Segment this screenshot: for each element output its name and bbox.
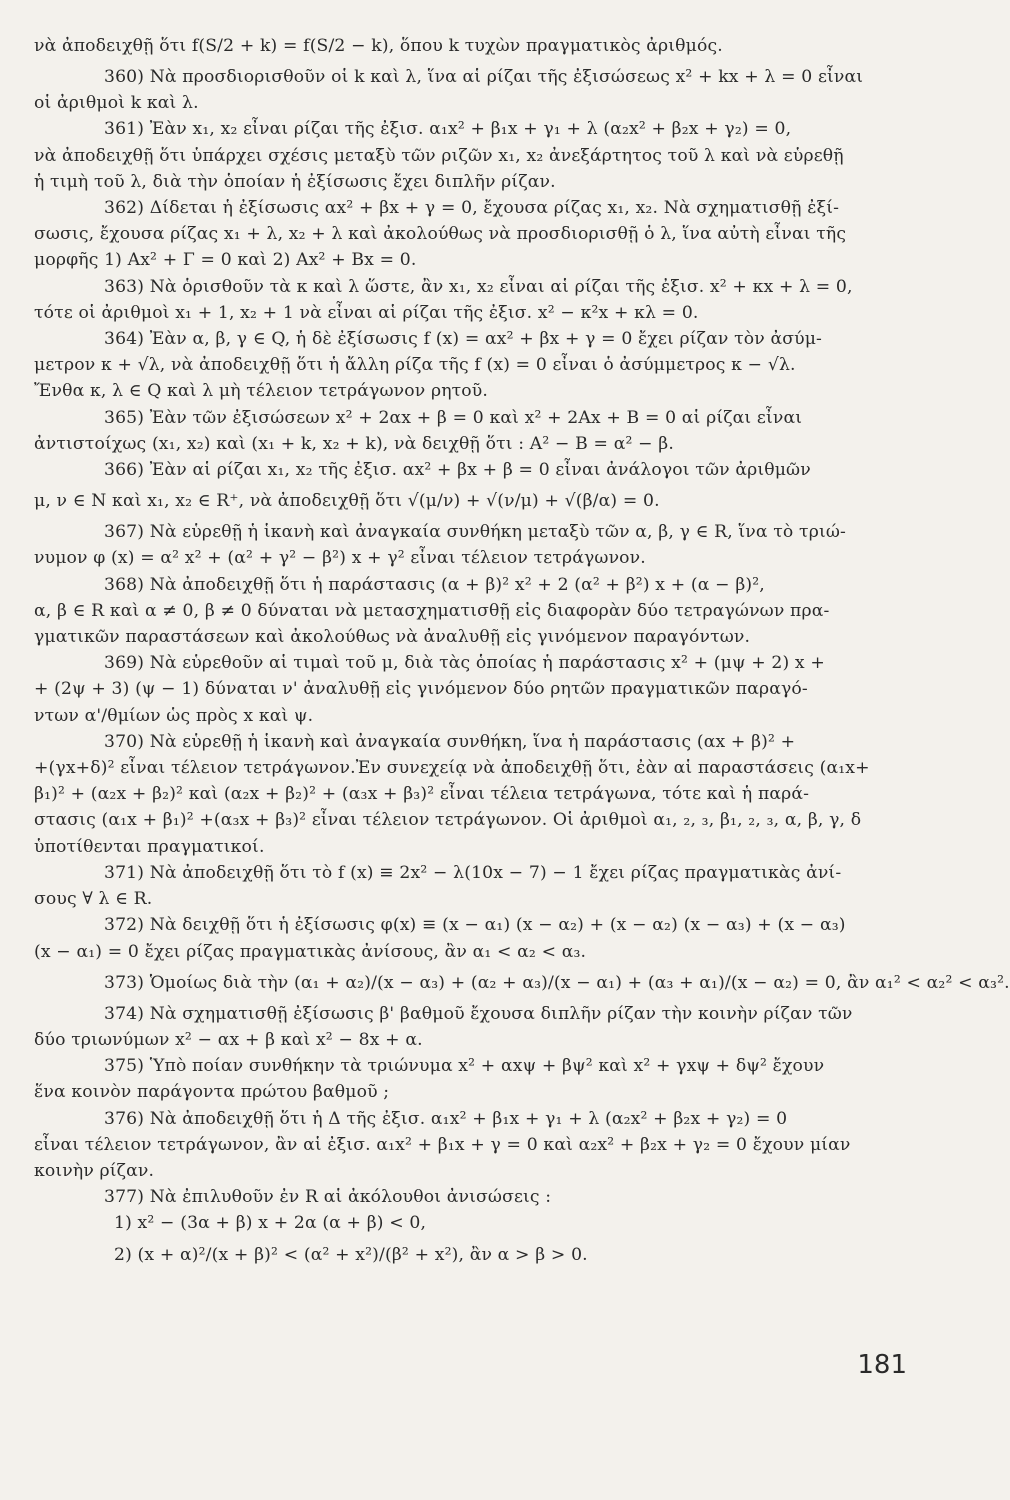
text-line: α, β ∈ R καὶ α ≠ 0, β ≠ 0 δύναται νὰ μετασχηματισθῇ εἰς διαφορὰν δύο τετραγώνων πρα- bbox=[34, 600, 830, 621]
text-line: 376) Νὰ ἀποδειχθῇ ὅτι ἡ Δ τῆς ἐξισ. α₁x² + β₁x + γ₁ + λ (α₂x² + β₂x + γ₂) = 0 bbox=[104, 1108, 788, 1129]
text-line: 370) Νὰ εὑρεθῇ ἡ ἱκανὴ καὶ ἀναγκαία συνθήκη, ἵνα ἡ παράστασις (αx + β)² + bbox=[104, 731, 796, 752]
text-line: + (2ψ + 3) (ψ − 1) δύναται ν' ἀναλυθῇ εἰς γινόμενον δύο ρητῶν πραγματικῶν παραγό- bbox=[34, 679, 808, 700]
text-line: ἕνα κοινὸν παράγοντα πρώτου βαθμοῦ ; bbox=[34, 1082, 390, 1103]
text-line: νυμον φ (x) = α² x² + (α² + γ² − β²) x + γ² εἶναι τέλειον τετράγωνον. bbox=[34, 548, 646, 569]
text-line: 367) Νὰ εὑρεθῇ ἡ ἱκανὴ καὶ ἀναγκαία συνθήκη μεταξὺ τῶν α, β, γ ∈ R, ἵνα τὸ τριώ- bbox=[104, 522, 846, 543]
text-line: 364) Ἐὰν α, β, γ ∈ Q, ἡ δὲ ἐξίσωσις f (x) = αx² + βx + γ = 0 ἔχει ρίζαν τὸν ἀσύμ- bbox=[104, 329, 823, 350]
text-line: 363) Νὰ ὁρισθοῦν τὰ κ καὶ λ ὥστε, ἂν x₁, x₂ εἶναι αἱ ρίζαι τῆς ἐξισ. x² + κx + λ = 0, bbox=[104, 276, 853, 297]
text-line: μετρον κ + √λ, νὰ ἀποδειχθῇ ὅτι ἡ ἄλλη ρίζα τῆς f (x) = 0 εἶναι ὁ ἀσύμμετρος κ − √λ. bbox=[34, 355, 796, 376]
text-line: 360) Νὰ προσδιορισθοῦν οἱ k καὶ λ, ἵνα αἱ ρίζαι τῆς ἐξισώσεως x² + kx + λ = 0 εἶναι bbox=[104, 67, 864, 87]
text-line: ἀντιστοίχως (x₁, x₂) καὶ (x₁ + k, x₂ + k), νὰ δειχθῇ ὅτι : A² − B = α² − β. bbox=[34, 433, 674, 454]
text-line: οἱ ἀριθμοὶ k καὶ λ. bbox=[34, 93, 199, 114]
text-line: 361) Ἐὰν x₁, x₂ εἶναι ρίζαι τῆς ἐξισ. α₁x² + β₁x + γ₁ + λ (α₂x² + β₂x + γ₂) = 0, bbox=[104, 119, 792, 140]
text-line: σους ∀ λ ∈ R. bbox=[34, 889, 153, 910]
text-line: Ἔνθα κ, λ ∈ Q καὶ λ μὴ τέλειον τετράγωνον ρητοῦ. bbox=[34, 381, 489, 402]
text-line: β₁)² + (α₂x + β₂)² καὶ (α₂x + β₂)² + (α₃x + β₃)² εἶναι τέλεια τετράγωνα, τότε καὶ ἡ παρά- bbox=[34, 784, 810, 805]
text-line: 373) Ὁμοίως διὰ τὴν (α₁ + α₂)/(x − α₃) + (α₂ + α₃)/(x − α₁) + (α₃ + α₁)/(x − α₂) = 0, ἂν α₁² < α₂² < α₃². bbox=[104, 972, 1010, 993]
text-line: 369) Νὰ εὑρεθοῦν αἱ τιμαὶ τοῦ μ, διὰ τὰς ὁποίας ἡ παράστασις x² + (μψ + 2) x + bbox=[104, 653, 825, 674]
text-line: 377) Νὰ ἐπιλυθοῦν ἐν R αἱ ἀκόλουθοι ἀνισώσεις : bbox=[104, 1187, 552, 1208]
text-line: 362) Δίδεται ἡ ἐξίσωσις αx² + βx + γ = 0, ἔχουσα ρίζας x₁, x₂. Νὰ σχηματισθῇ ἐξί- bbox=[104, 198, 840, 219]
text-line: 2) (x + α)²/(x + β)² < (α² + x²)/(β² + x²), ἂν α > β > 0. bbox=[114, 1244, 588, 1265]
text-line: μορφῆς 1) Ax² + Γ = 0 καὶ 2) Ax² + Bx = 0. bbox=[34, 250, 417, 271]
text-line: δύο τριωνύμων x² − αx + β καὶ x² − 8x + α. bbox=[34, 1029, 423, 1050]
text-line: στασις (α₁x + β₁)² +(α₃x + β₃)² εἶναι τέλειον τετράγωνον. Οἱ ἀριθμοὶ α₁, ₂, ₃, β₁, ₂, ₃, α, β, γ, δ bbox=[34, 810, 862, 831]
text-line: 371) Νὰ ἀποδειχθῇ ὅτι τὸ f (x) ≡ 2x² − λ(10x − 7) − 1 ἔχει ρίζας πραγματικὰς ἀνί- bbox=[104, 862, 842, 883]
text-line: 375) Ὑπὸ ποίαν συνθήκην τὰ τριώνυμα x² + αxψ + βψ² καὶ x² + γxψ + δψ² ἔχουν bbox=[104, 1056, 825, 1077]
text-line: 368) Νὰ ἀποδειχθῇ ὅτι ἡ παράστασις (α + β)² x² + 2 (α² + β²) x + (α − β)², bbox=[104, 574, 765, 595]
text-line: κοινὴν ρίζαν. bbox=[34, 1160, 155, 1181]
text-line: νὰ ἀποδειχθῇ ὅτι f(S/2 + k) = f(S/2 − k), ὅπου k τυχὼν πραγματικὸς ἀριθμός. bbox=[34, 36, 723, 56]
text-line: τότε οἱ ἀριθμοὶ x₁ + 1, x₂ + 1 νὰ εἶναι αἱ ρίζαι τῆς ἐξισ. x² − κ²x + κλ = 0. bbox=[34, 302, 699, 323]
text-line: (x − α₁) = 0 ἔχει ρίζας πραγματικὰς ἀνίσους, ἂν α₁ < α₂ < α₃. bbox=[34, 941, 587, 962]
text-line: +(γx+δ)² εἶναι τέλειον τετράγωνον.Ἐν συνεχείᾳ νὰ ἀποδειχθῇ ὅτι, ἐὰν αἱ παραστάσεις (α₁x+ bbox=[34, 758, 870, 779]
text-line: 374) Νὰ σχηματισθῇ ἐξίσωσις β' βαθμοῦ ἔχουσα διπλῆν ρίζαν τὴν κοινὴν ρίζαν τῶν bbox=[104, 1003, 853, 1024]
text-line: γματικῶν παραστάσεων καὶ ἀκολούθως νὰ ἀναλυθῇ εἰς γινόμενον παραγόντων. bbox=[34, 627, 751, 648]
page-text bbox=[34, 28, 1010, 1273]
text-line: μ, ν ∈ N καὶ x₁, x₂ ∈ R⁺, νὰ ἀποδειχθῇ ὅτι √(μ/ν) + √(ν/μ) + √(β/α) = 0. bbox=[34, 491, 660, 512]
text-line: ντων α'/θμίων ὡς πρὸς x καὶ ψ. bbox=[34, 705, 314, 726]
text-line: 365) Ἐὰν τῶν ἐξισώσεων x² + 2αx + β = 0 καὶ x² + 2Ax + B = 0 αἱ ρίζαι εἶναι bbox=[104, 407, 803, 428]
text-line: 372) Νὰ δειχθῇ ὅτι ἡ ἐξίσωσις φ(x) ≡ (x − α₁) (x − α₂) + (x − α₂) (x − α₃) + (x − α₃) bbox=[104, 915, 846, 936]
text-line: ἡ τιμὴ τοῦ λ, διὰ τὴν ὁποίαν ἡ ἐξίσωσις ἔχει διπλῆν ρίζαν. bbox=[34, 171, 556, 192]
text-line: νὰ ἀποδειχθῇ ὅτι ὑπάρχει σχέσις μεταξὺ τῶν ριζῶν x₁, x₂ ἀνεξάρτητος τοῦ λ καὶ νὰ εὑρεθῇ bbox=[34, 145, 844, 166]
page-number: 181 bbox=[857, 1350, 907, 1380]
text-line: σωσις, ἔχουσα ρίζας x₁ + λ, x₂ + λ καὶ ἀκολούθως νὰ προσδιορισθῇ ὁ λ, ἵνα αὐτὴ εἶναι τῆς bbox=[34, 224, 847, 245]
text-line: εἶναι τέλειον τετράγωνον, ἂν αἱ ἐξισ. α₁x² + β₁x + γ = 0 καὶ α₂x² + β₂x + γ₂ = 0 ἔχουν μίαν bbox=[34, 1134, 851, 1155]
text-line: 1) x² − (3α + β) x + 2α (α + β) < 0, bbox=[114, 1213, 427, 1234]
text-line: ὑποτίθενται πραγματικοί. bbox=[34, 836, 265, 857]
text-line: 366) Ἐὰν αἱ ρίζαι x₁, x₂ τῆς ἐξισ. αx² + βx + β = 0 εἶναι ἀνάλογοι τῶν ἀριθμῶν bbox=[104, 460, 811, 481]
